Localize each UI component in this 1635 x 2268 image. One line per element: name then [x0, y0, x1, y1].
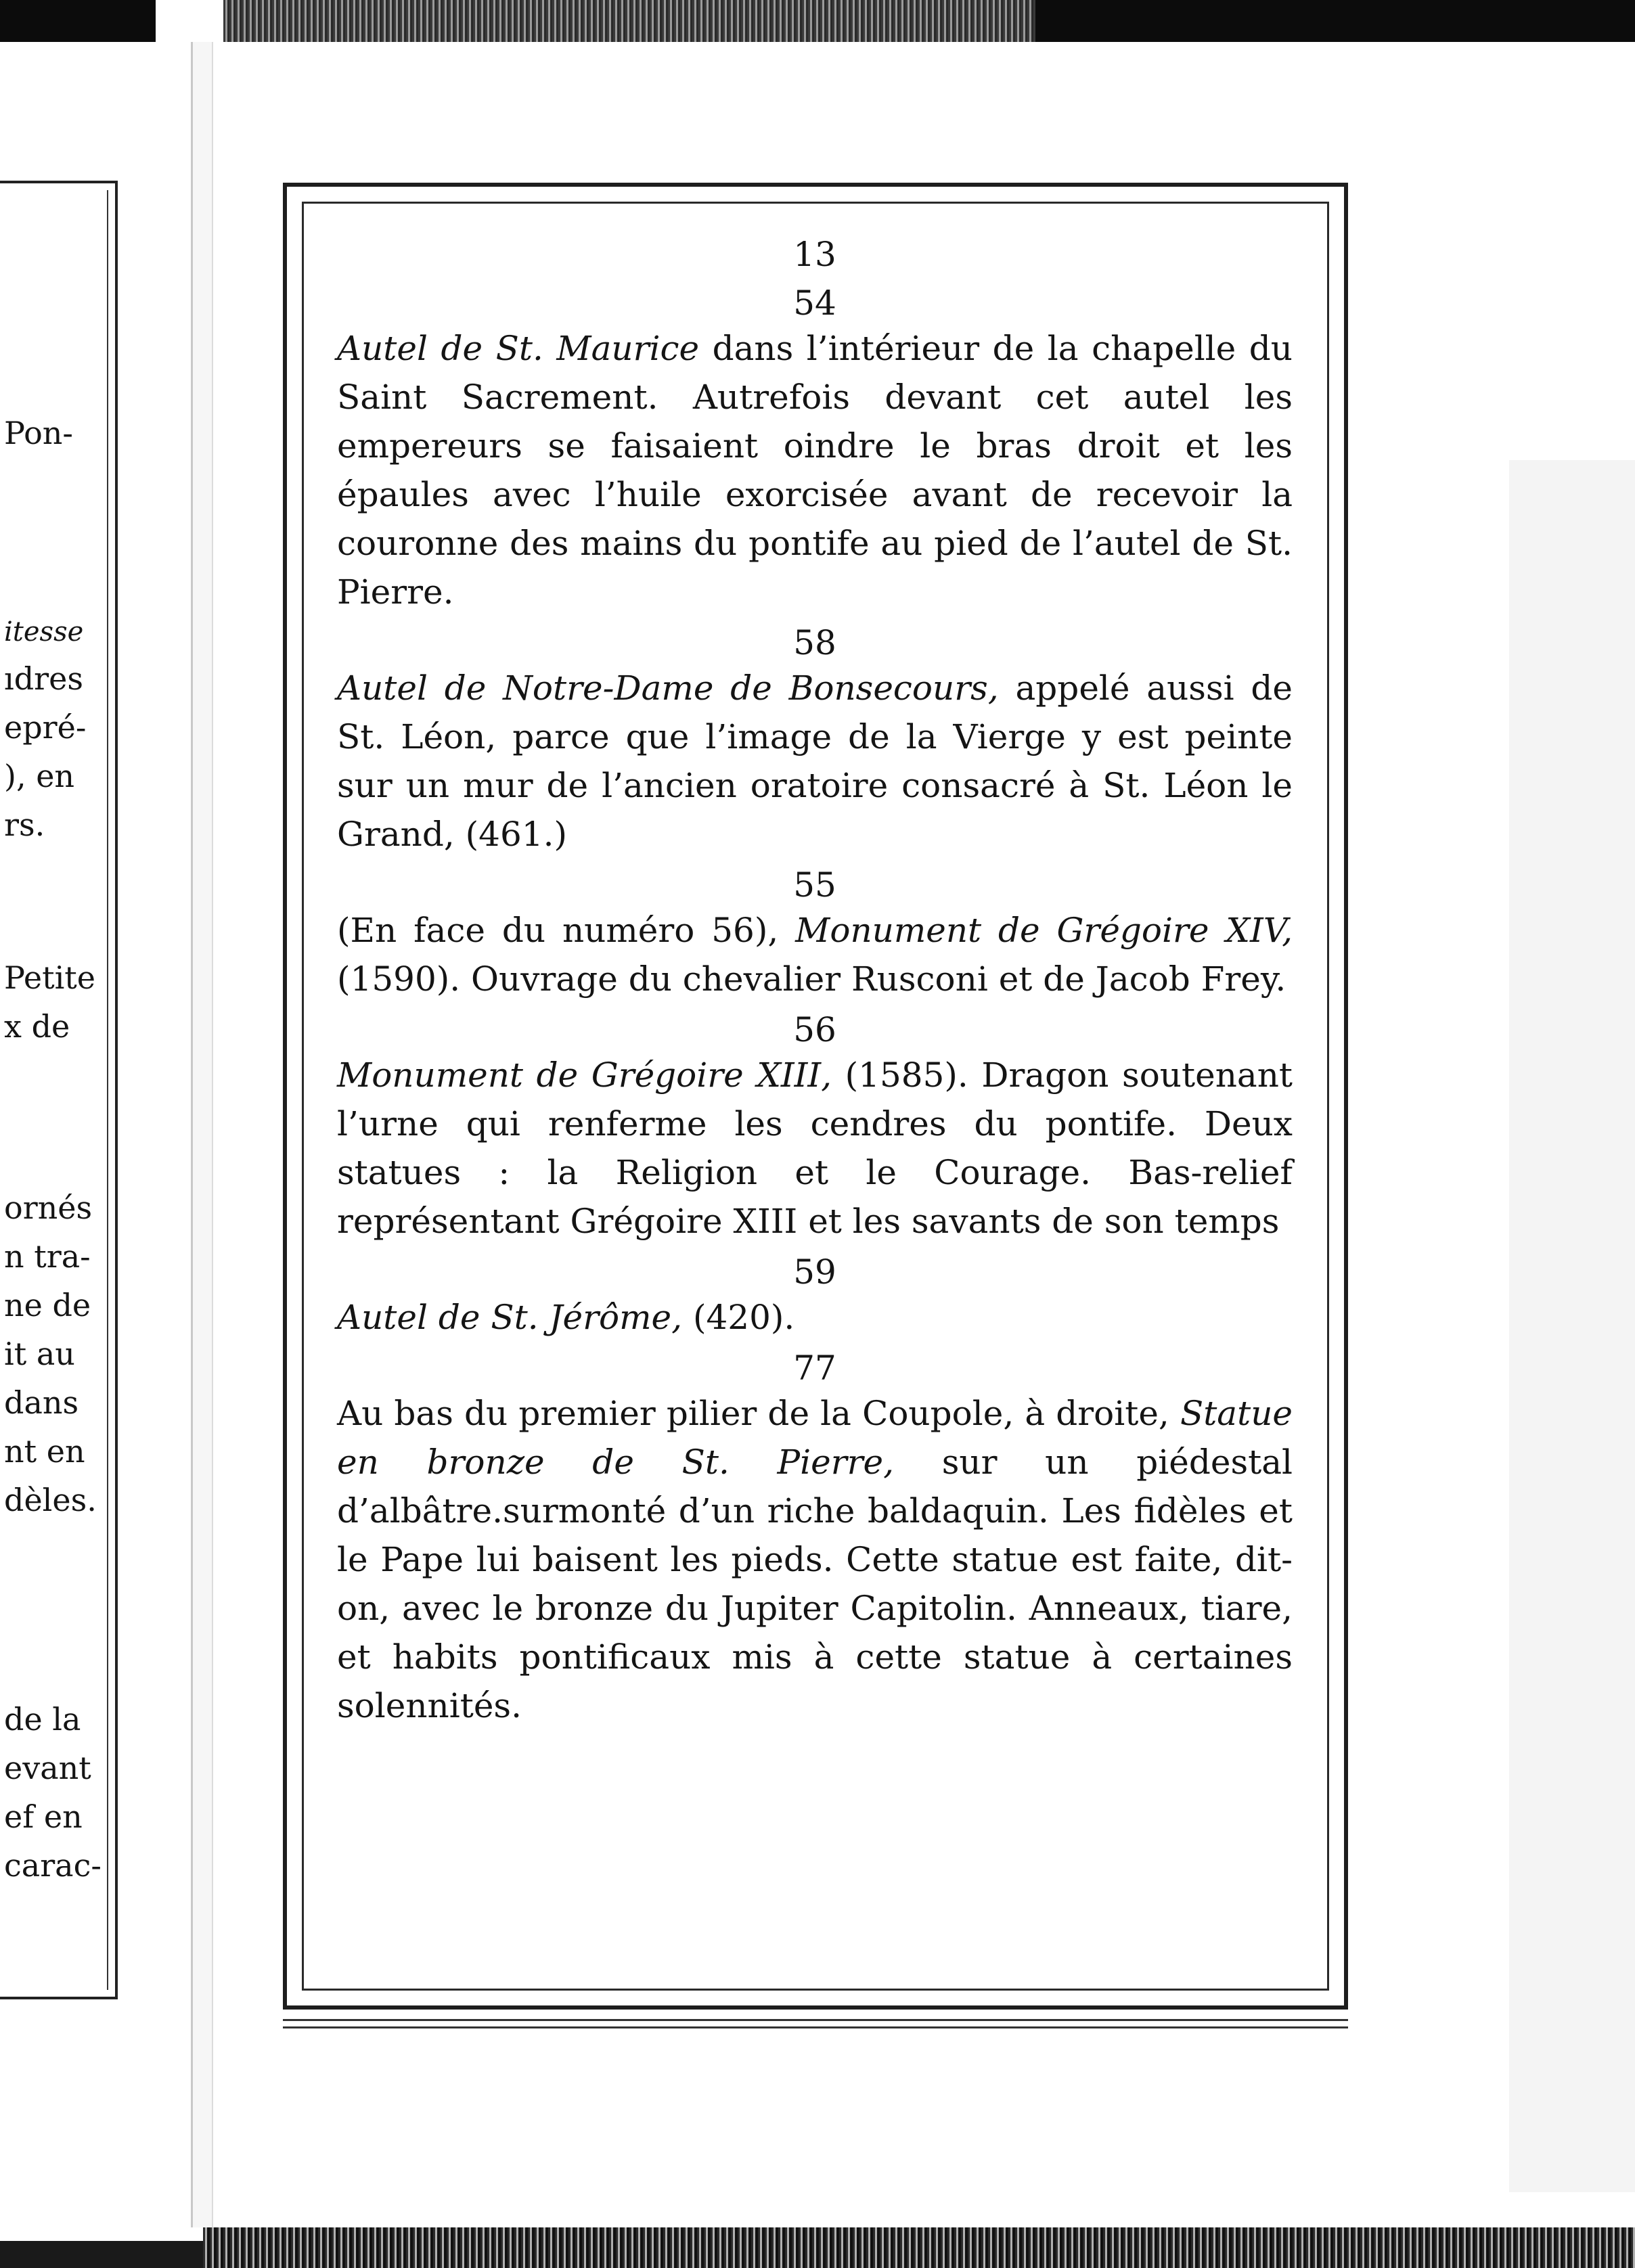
- fragment-text: Pon-: [4, 415, 73, 451]
- scan-border-bottom-left: [0, 2241, 203, 2268]
- entry-body: (1585). Dragon soutenant l’urne qui renferme les cendres du pontife. Deux statues : la Religion et le Courage. Bas-relief représentant Grégoire XIII et les savants de son temps: [337, 1056, 1293, 1241]
- scan-border-bottom: [203, 2227, 1635, 2268]
- fragment-text: de la: [4, 1701, 81, 1738]
- entry-number: 59: [793, 1252, 836, 1292]
- fragment-text: rs.: [4, 807, 45, 843]
- entry-text: [337, 1051, 1293, 1246]
- entry-title: Autel de Notre-Dame de Bonsecours,: [337, 668, 999, 708]
- entry-text: [337, 664, 1293, 859]
- fragment-text: dèles.: [4, 1482, 97, 1518]
- entry-text: [337, 324, 1293, 616]
- entry-number: 56: [793, 1010, 836, 1049]
- fragment-text: Petite: [4, 959, 96, 996]
- book-gutter: [191, 42, 213, 2227]
- fragment-text: ornés: [4, 1189, 93, 1226]
- entry-text: [337, 1293, 1293, 1342]
- fragment-text: n tra-: [4, 1238, 91, 1275]
- page-content: [337, 233, 1293, 1730]
- entry-number: 58: [793, 623, 836, 662]
- fragment-text: x de: [4, 1008, 70, 1045]
- entry-body: sur un piédestal d’albâtre.surmonté d’un riche baldaquin. Les fidèles et le Pape lui baisent les pieds. Cette statue est faite, dit-on, avec le bronze du Jupiter Capitolin. Anneaux, tiare, et habits pontificaux mis à cette statue à certaines solennités.: [337, 1443, 1293, 1725]
- fragment-text: it au: [4, 1336, 75, 1372]
- entry-body: appelé aussi de St. Léon, parce que l’image de la Vierge y est peinte sur un mur de l’ancien oratoire consacré à St. Léon le Grand, (461.): [337, 668, 1293, 854]
- fragment-text: carac-: [4, 1847, 102, 1884]
- entry-text: [337, 1389, 1293, 1730]
- fragment-text: nt en: [4, 1433, 85, 1470]
- page-number: 13: [793, 235, 836, 274]
- entry-body: (1590). Ouvrage du chevalier Rusconi et de Jacob Frey.: [337, 959, 1286, 999]
- entry-title: Autel de St. Jérôme,: [337, 1298, 683, 1337]
- fragment-text: ), en: [4, 758, 75, 794]
- fragment-text: epré-: [4, 709, 87, 746]
- fragment-text: itesse: [4, 616, 84, 648]
- scan-border-top-left: [0, 0, 156, 42]
- entry-number: 55: [793, 865, 836, 905]
- entry-title: Autel de St. Maurice: [337, 329, 700, 368]
- entry-prefix: (En face du numéro 56),: [337, 911, 796, 950]
- fragment-text: ne de: [4, 1287, 91, 1323]
- entry-body: (420).: [682, 1298, 795, 1337]
- page-edge-shadow: [1509, 460, 1635, 2192]
- fragment-text: ef en: [4, 1798, 83, 1835]
- entry-title: Monument de Grégoire XIII,: [337, 1056, 832, 1095]
- scan-border-top-middle: [223, 0, 1035, 42]
- fragment-text: evant: [4, 1750, 91, 1786]
- scan-border-top-right: [1035, 0, 1635, 42]
- entry-number: 54: [793, 284, 836, 323]
- entry-number: 77: [793, 1348, 836, 1388]
- entry-title: Statue en bronze de St. Pierre,: [337, 1394, 1293, 1482]
- entry-text: [337, 906, 1293, 1003]
- entry-title: Monument de Grégoire XIV,: [795, 911, 1293, 950]
- entry-prefix: Au bas du premier pilier de la Coupole, à droite,: [337, 1394, 1180, 1433]
- entry-body: dans l’intérieur de la chapelle du Saint Sacrement. Autrefois devant cet autel les empereurs se faisaient oindre le bras droit et les épaules avec l’huile exorcisée avant de recevoir la couronne des mains du pontife au pied de l’autel de St. Pierre.: [337, 329, 1293, 612]
- previous-page-fragment: [0, 42, 191, 2227]
- fragment-text: dans: [4, 1384, 79, 1421]
- fragment-text: ıdres: [4, 660, 83, 697]
